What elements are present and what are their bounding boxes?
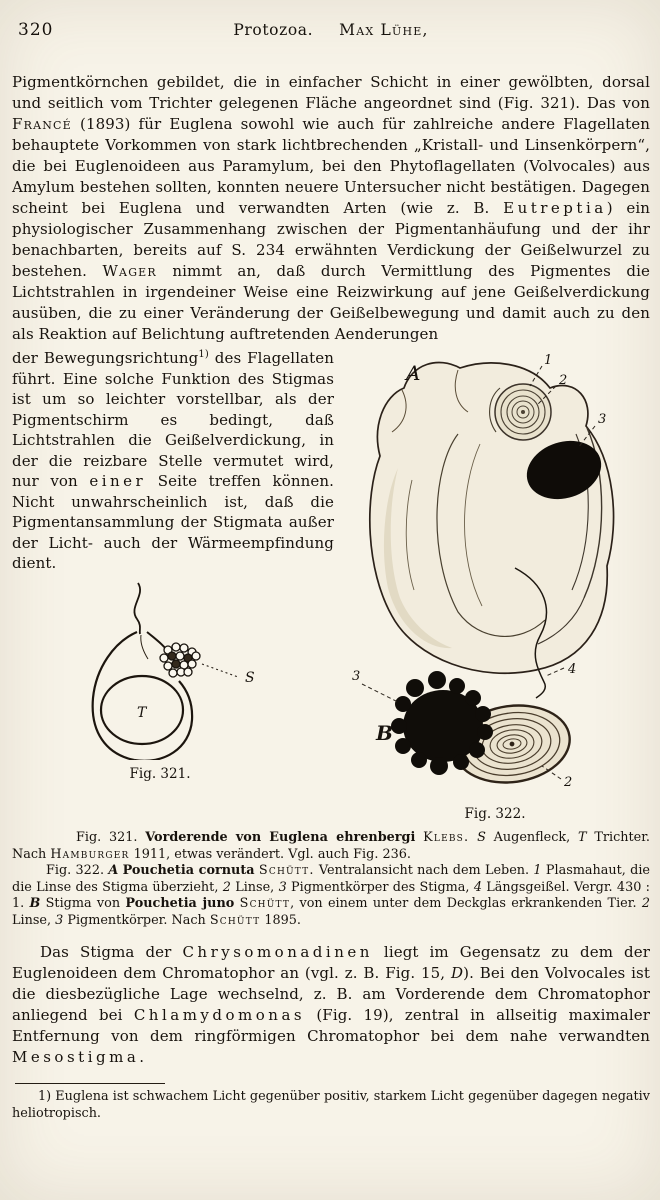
text-segment: ). Bei den Volvocales ist die diesbezügliche Lage wechselnd, z. B. am Vorderende dem Chromatophor anliegend bei xyxy=(12,964,650,1024)
label-a: A xyxy=(406,361,421,385)
text-segment: der Bewegungsrichtung xyxy=(12,349,199,367)
label-3: 3 xyxy=(598,412,607,427)
label-2: 2 xyxy=(559,373,568,388)
text-segment xyxy=(415,830,423,845)
species-pouchetia-cornuta: Pouchetia cornuta xyxy=(122,863,255,878)
figure-322-caption-label: Fig. 322. xyxy=(464,806,526,822)
text-segment: Ventralansicht nach dem Leben. xyxy=(314,863,534,878)
label-ref-3: 3 xyxy=(278,879,287,895)
text-segment: , von einem unter dem Deckglas erkrankenden Tier. xyxy=(290,896,642,911)
footnote xyxy=(12,1089,650,1122)
caption-figure-321 xyxy=(12,830,650,863)
text-segment: Linse, xyxy=(230,879,279,895)
stigma-lens-rings xyxy=(495,384,551,440)
label-ref-1: 1 xyxy=(533,863,542,878)
text-segment: Längsgeißel. Vergr. 430 : 1. xyxy=(12,879,650,911)
genus-eutreptia: Eutreptia xyxy=(503,199,607,217)
figure-322-illustration-pouchetia xyxy=(340,348,650,800)
running-author: Max Lühe, xyxy=(339,21,429,39)
label-ref-3b: 3 xyxy=(55,912,64,928)
paragraph-2 xyxy=(12,942,650,1068)
text-segment: ) ein physiologischer Zusammenhang zwischen der Pigmentanhäufung und der ihr benachbarten, bereits auf S. 234 erwähnten Verdickung der Geißelwurzel zu bestehen. xyxy=(12,199,650,280)
text-segment: (1893) für Euglena sowohl wie auch für zahlreiche andere Flagellaten behauptete Vorkommen von stark lichtbrechenden „Kristall- und Linsenkörpern“, die bei Euglenoideen aus Paramylum, bei den Phytoflagellaten (Volvocales) aus Amylum bestehen sollten, konnten neuere Untersucher nicht bestätigen. Dagegen scheint bei Euglena und verwandten Arten (wie z. B. xyxy=(12,115,650,217)
text-segment: 1895. xyxy=(260,912,301,928)
cell-outline-left xyxy=(93,632,137,760)
author-name-schuett: Schütt xyxy=(239,896,291,911)
paragraph-1-column xyxy=(12,348,334,574)
paragraph-1-fullwidth xyxy=(12,72,650,345)
leader-line-b3 xyxy=(362,684,398,702)
text-segment: Stigma von xyxy=(40,896,126,911)
leader-line-4 xyxy=(546,668,564,676)
running-head xyxy=(12,16,650,46)
text-segment: Fig. 321. xyxy=(76,830,146,845)
flagellum-line xyxy=(134,583,140,634)
text-segment: Augenfleck, xyxy=(485,830,579,845)
text-segment: des Flagellaten führt. Eine solche Funktion des Stigmas ist um so leichter vorstellbar, als der Pigmentschirm es bedingt, daß Lichtstrahlen die Geißelverdickung, in der die reizbare Stelle vermutet wird, nur von xyxy=(12,349,334,490)
figure-321-illustration-euglena-front-end xyxy=(40,580,280,760)
label-ref-s: S xyxy=(477,830,486,845)
text-segment: liegt im Gegensatz zu dem der Euglenoideen dem Chromatophor an (vgl. z. B. Fig. 15, xyxy=(12,943,650,982)
label-b: B xyxy=(376,721,393,745)
genus-chlamydomonas: Chlamydomonas xyxy=(133,1006,306,1024)
label-ref-4: 4 xyxy=(473,879,482,895)
text-segment: Pigmentkörper des Stigma, xyxy=(286,879,474,895)
text-segment: Pigmentkörnchen gebildet, die in einfacher Schicht in einer gewölbten, dorsal und seitlich vom Trichter gelegenen Fläche angeordnet sind (Fig. 321). Das von xyxy=(12,73,650,112)
footnote-reference: 1) xyxy=(198,349,209,360)
right-column xyxy=(340,348,650,822)
group-chrysomonadinen: Chrysomonadinen xyxy=(182,943,373,961)
label-ref-2: 2 xyxy=(222,879,231,895)
caption-figure-322 xyxy=(12,863,650,929)
label-b2: 2 xyxy=(564,775,573,790)
label-ref-b: B xyxy=(29,896,41,911)
label-1: 1 xyxy=(544,353,553,368)
running-title xyxy=(12,21,650,39)
figure-322 xyxy=(340,348,650,822)
species-pouchetia-juno: Pouchetia juno xyxy=(125,896,235,911)
two-column-region xyxy=(12,348,650,822)
text-segment: Seite treffen können. Nicht unwahrscheinlich ist, daß die Pigmentansammlung der Stigmata außer der Licht- auch der Wärmeempfindung dient. xyxy=(12,472,334,572)
figure-captions-block xyxy=(12,830,650,929)
text-segment: Fig. 322. xyxy=(46,863,109,878)
author-name-france: Francé xyxy=(12,115,72,133)
text-segment: Pigmentkörper. Nach xyxy=(63,912,210,928)
footnote-separator-rule xyxy=(15,1083,165,1084)
footnote-text: Euglena ist schwachem Licht gegenüber positiv, starkem Licht gegenüber dagegen negativ heliotropisch. xyxy=(12,1089,650,1121)
text-segment: 1911, etwas verändert. Vgl. auch Fig. 236. xyxy=(129,846,411,862)
text-segment: Linse, xyxy=(12,912,56,928)
author-name-schuett: Schütt. xyxy=(258,863,315,878)
text-segment: Das Stigma der xyxy=(40,943,183,961)
label-ref-t: T xyxy=(578,830,587,845)
label-ref-a: A xyxy=(108,863,119,878)
label-s: S xyxy=(245,669,255,686)
gullet-canal-line xyxy=(141,635,148,659)
text-segment: nimmt an, daß durch Vermittlung des Pigmentes die Lichtstrahlen in irgendeiner Weise eine Reizwirkung auf jene Geißelverdickung ausüben, die zu einer Veränderung der Geißelbewegung und damit auch zu den als Reaktion auf Belichtung auftretenden Aenderungen xyxy=(12,262,650,343)
running-title-text: Protozoa. xyxy=(233,21,314,39)
page-number: 320 xyxy=(18,20,54,40)
text-segment: Plasmahaut, die die Linse des Stigma überzieht, xyxy=(12,863,651,895)
footnote-marker: 1) xyxy=(38,1089,52,1104)
text-segment: Trichter. Nach xyxy=(12,830,650,862)
figure-321-caption-label: Fig. 321. xyxy=(129,765,191,782)
figure-321 xyxy=(40,580,280,782)
leader-line-s xyxy=(202,664,238,677)
emphasized-einer: einer xyxy=(89,472,147,490)
author-name-schuett: Schütt xyxy=(209,912,261,928)
text-segment: (Fig. 19), zentral in allseitig maximaler Entfernung von dem ringförmigen Chromatophor bei dem nahe verwandten xyxy=(12,1006,650,1045)
caption-321-title: Vorderende von Euglena ehrenbergi xyxy=(145,830,416,845)
author-name-klebs: Klebs. xyxy=(423,830,470,845)
label-ref-2b: 2 xyxy=(641,896,651,911)
left-column xyxy=(12,348,334,782)
label-ref-d: D xyxy=(450,964,464,982)
author-name-hamburger: Hamburger xyxy=(50,846,130,862)
stigma-granule-cluster xyxy=(160,643,200,677)
label-b3: 3 xyxy=(352,669,361,684)
genus-mesostigma: Mesostigma xyxy=(12,1048,140,1066)
text-segment: . xyxy=(139,1048,145,1066)
label-4: 4 xyxy=(568,662,577,677)
author-name-wager: Wager xyxy=(102,262,157,280)
label-t: T xyxy=(137,704,147,721)
text-segment xyxy=(469,830,477,845)
